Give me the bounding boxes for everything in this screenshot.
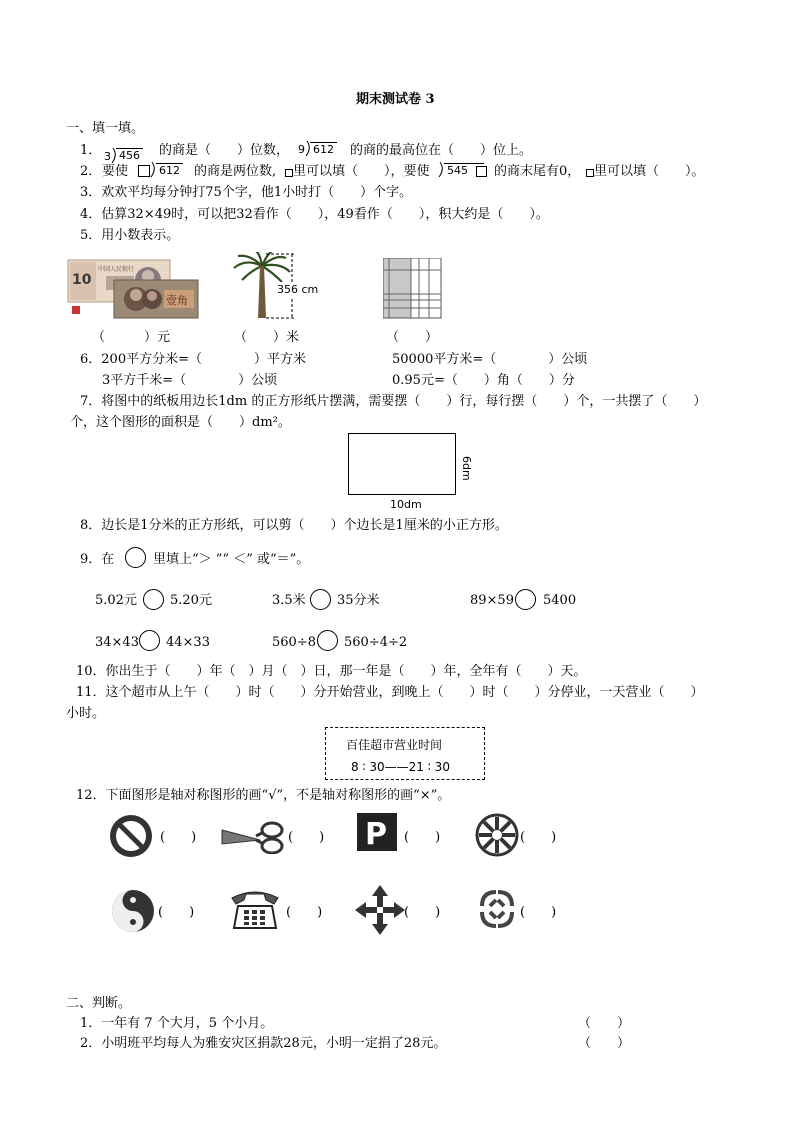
q2-box-3 — [476, 166, 487, 177]
q7-height-label: 6dm — [460, 456, 473, 481]
svg-text:P: P — [365, 817, 387, 852]
no-entry-icon — [108, 813, 154, 859]
q11-text-b: 小时。 — [66, 706, 106, 721]
knot-symbol-icon — [474, 886, 520, 934]
q10-text: 10．你出生于（ ）年（ ）月（ ）日，那一年是（ ）年，全年有（ ）天。 — [76, 664, 587, 679]
q9-legend-circle — [125, 547, 146, 568]
judge-q2-text: 2．小明班平均每人为雅安灾区捐款28元，小明一定捐了28元。 — [80, 1036, 447, 1051]
q2-text-b: 的商是两位数, — [194, 164, 277, 179]
q5-answer-1: （ ）元 — [92, 330, 171, 345]
q5-text: 5．用小数表示。 — [80, 228, 180, 243]
yin-yang-icon — [110, 888, 156, 934]
q1-number: 1． — [80, 143, 102, 158]
q6-item-d: 0.95元=（ ）角（ ）分 — [392, 373, 575, 388]
q9-compare-circle[interactable] — [515, 589, 536, 610]
q1-division-1 — [104, 148, 154, 164]
q1-divisor-1: 3 — [104, 150, 111, 163]
q3-text: 3．欢欢平均每分钟打75个字，他1小时打（ ）个字。 — [80, 185, 413, 200]
q9-item-2-left: 3.5米 — [272, 593, 306, 608]
decimal-grid-image — [383, 258, 443, 320]
four-arrows-icon — [354, 884, 406, 936]
q9-text: 里填上“＞ ”“ ＜” 或“＝”。 — [153, 552, 310, 567]
banknote-ten-label: 10 — [72, 272, 92, 288]
snowflake-badge-icon — [474, 812, 520, 858]
q9-item-4-right: 44×33 — [166, 635, 210, 650]
q12-paren: ( ) — [158, 905, 195, 920]
q5-answer-2: （ ）米 — [234, 330, 300, 345]
q9-item-5-left: 560÷8 — [272, 635, 316, 650]
q12-paren: ( ) — [288, 830, 325, 845]
telephone-icon — [228, 886, 282, 932]
q1-divisor-2: 9 — [298, 143, 305, 156]
judge-q1-text: 1．一年有 7 个大月，5 个小月。 — [80, 1016, 274, 1031]
q12-paren: ( ) — [160, 830, 197, 845]
scissors-icon — [220, 820, 288, 854]
section-2-heading: 二、判断。 — [66, 996, 132, 1011]
q9-item-3-left: 89×59 — [470, 593, 514, 608]
palm-height-label: 356 cm — [277, 283, 319, 296]
q9-compare-circle[interactable] — [143, 589, 164, 610]
q9-item-1-left: 5.02元 — [95, 593, 137, 608]
q2-text-a: 要使 — [102, 164, 129, 179]
q2-division-2 — [438, 163, 494, 179]
q9-compare-circle[interactable] — [310, 589, 331, 610]
judge-q1-answer[interactable]: （ ） — [578, 1016, 631, 1031]
q4-text: 4．估算32×49时，可以把32看作（ ），49看作（ ），积大约是（ ）。 — [80, 207, 549, 222]
q1-dividend-1: 456 — [116, 148, 143, 162]
q9-compare-circle[interactable] — [139, 630, 160, 651]
q7-rectangle — [348, 433, 456, 495]
q6-item-b: 50000平方米=（ ）公顷 — [392, 352, 588, 367]
q12-paren: ( ) — [404, 830, 441, 845]
q8-text: 8．边长是1分米的正方形纸，可以剪（ ）个边长是1厘米的小正方形。 — [80, 518, 508, 533]
q2-dividend-2: 545 — [444, 163, 484, 177]
store-hours-box — [325, 727, 485, 780]
q7-text-b: 个，这个图形的面积是（ ）dm²。 — [70, 415, 291, 430]
q7-text-a: 7．将图中的纸板用边长1dm 的正方形纸片摆满，需要摆（ ）行，每行摆（ ）个，一共摆了（ ） — [80, 394, 707, 409]
q2-text-e: 里可以填（ ）。 — [594, 164, 705, 179]
q2-text-d: 的商末尾有0， — [494, 164, 581, 179]
page-title: 期末测试卷 3 — [356, 92, 435, 107]
parking-sign-icon — [356, 812, 398, 852]
store-hours-title: 百佳超市营业时间 — [346, 738, 443, 752]
q9-item-3-right: 5400 — [543, 593, 577, 608]
q9-item-5-right: 560÷4÷2 — [344, 635, 408, 650]
banknote-top-label: 中国人民银行 — [98, 266, 135, 273]
q5-answer-3: （ ） — [386, 330, 439, 345]
q9-item-1-right: 5.20元 — [170, 593, 212, 608]
q12-paren: ( ) — [520, 905, 557, 920]
q9-number: 9．在 — [80, 552, 115, 567]
q2-text-c: 里可以填（ ），要使 — [293, 164, 430, 179]
q2-box-4 — [586, 169, 594, 177]
q12-paren: ( ) — [520, 830, 557, 845]
q9-compare-circle[interactable] — [317, 630, 338, 651]
banknote-yijiao-label: 壹角 — [166, 294, 188, 307]
q11-text-a: 11．这个超市从上午（ ）时（ ）分开始营业，到晚上（ ）时（ ）分停业，一天营业（ ） — [76, 685, 704, 700]
q1-text-b: 的商的最高位在（ ）位上。 — [350, 143, 533, 158]
banknotes-image — [66, 258, 201, 320]
section-1-heading: 一、填一填。 — [66, 121, 145, 136]
q9-item-2-right: 35分米 — [337, 593, 380, 608]
q2-dividend-1: 612 — [156, 163, 183, 177]
q7-width-label: 10dm — [390, 498, 422, 511]
q12-text: 12．下面图形是轴对称图形的画“√”，不是轴对称图形的画“×”。 — [76, 788, 451, 803]
store-hours-time: 8 ∶ 30——21 ∶ 30 — [351, 760, 450, 774]
q12-paren: ( ) — [286, 905, 323, 920]
q2-number: 2． — [80, 164, 102, 179]
q1-division-2 — [298, 142, 348, 158]
q9-item-4-left: 34×43 — [95, 635, 139, 650]
judge-q2-answer[interactable]: （ ） — [578, 1036, 631, 1051]
q6-item-c: 3平方千米=（ ）公顷 — [102, 373, 278, 388]
q6-item-a: 6．200平方分米=（ ）平方米 — [80, 352, 306, 367]
q2-division-1 — [148, 163, 192, 179]
q1-dividend-2: 612 — [310, 142, 337, 156]
q1-text-a: 的商是（ ）位数， — [159, 143, 290, 158]
q12-paren: ( ) — [404, 905, 441, 920]
q2-box-2 — [285, 169, 293, 177]
